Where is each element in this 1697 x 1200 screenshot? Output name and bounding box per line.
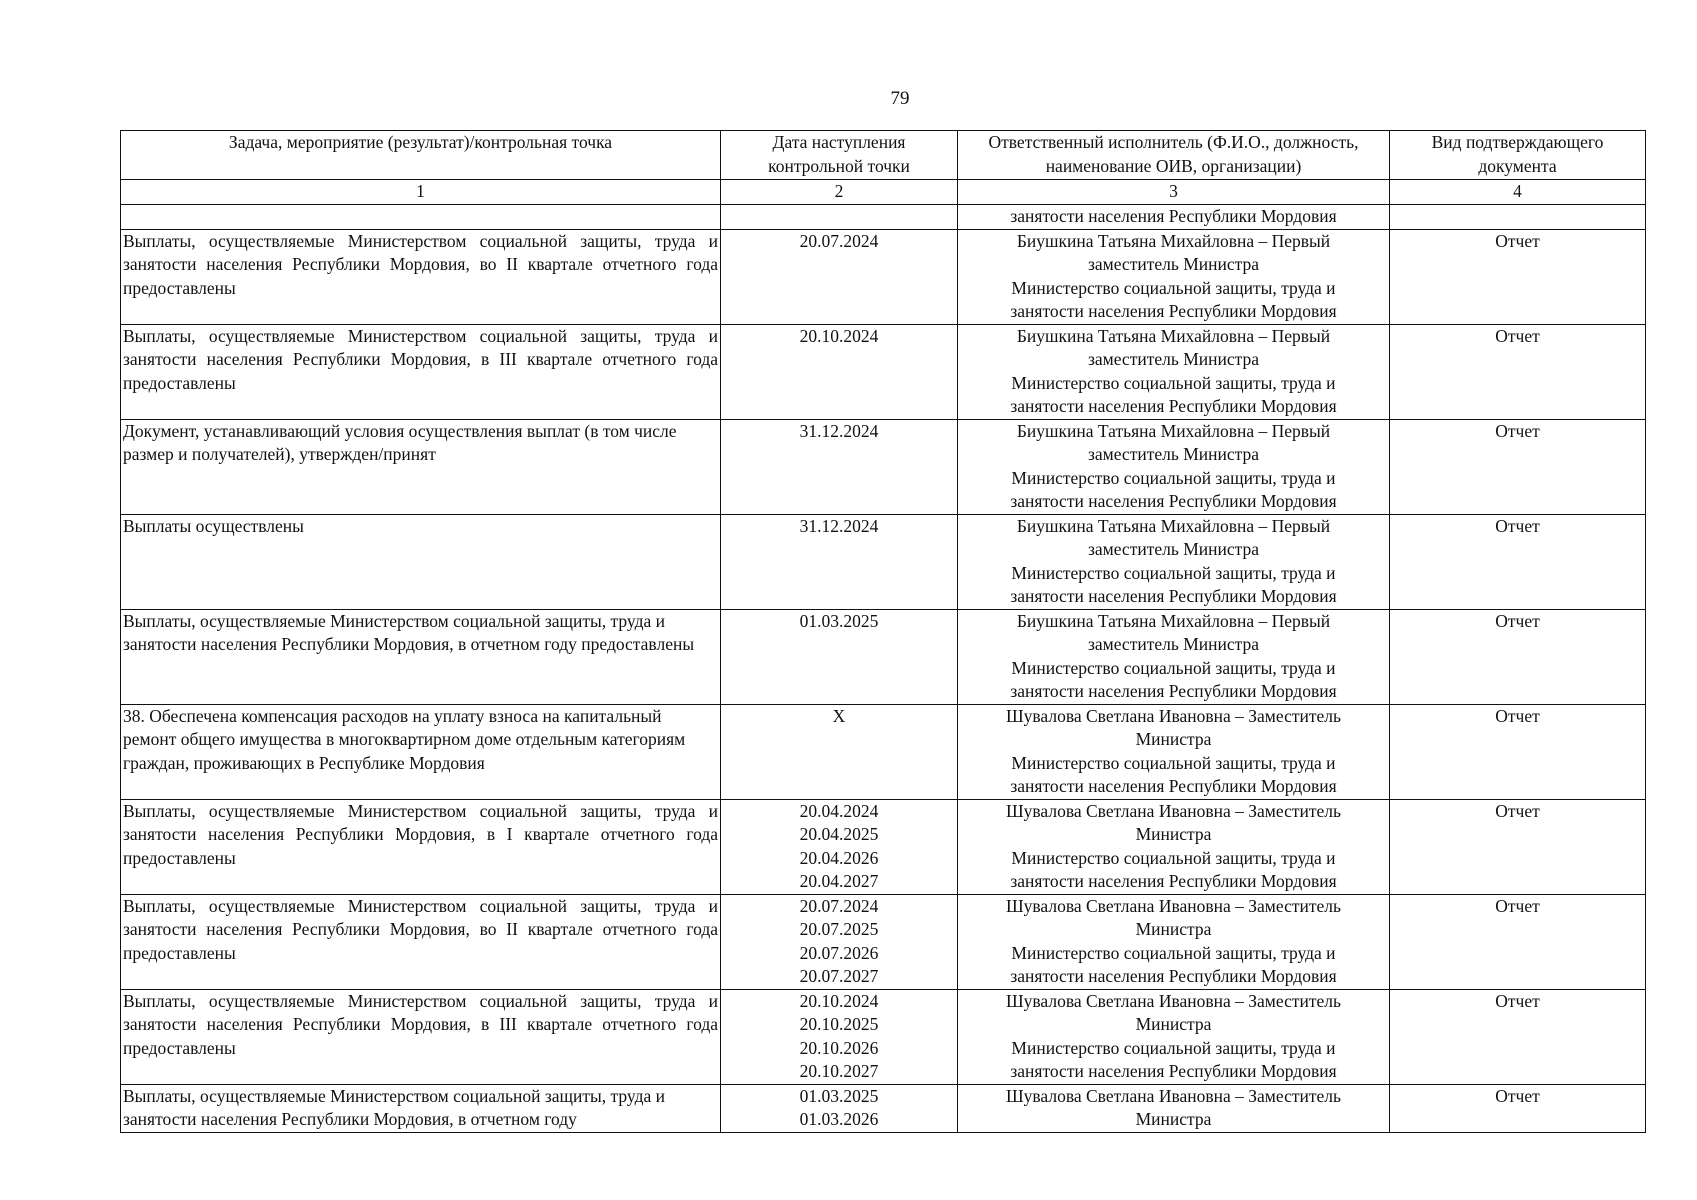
column-number: 3 xyxy=(958,180,1390,205)
column-number: 1 xyxy=(121,180,721,205)
task-cell: Выплаты осуществлены xyxy=(121,514,721,609)
header-row xyxy=(121,131,1646,180)
continuation-executor-cell: занятости населения Республики Мордовия xyxy=(958,204,1390,229)
executor-line: Шувалова Светлана Ивановна – Заместитель xyxy=(1005,895,1341,916)
executor-line: Министерство социальной защиты, труда и xyxy=(1011,847,1336,868)
executor-line: Биушкина Татьяна Михайловна – Первый xyxy=(1016,325,1331,346)
executor-line: Министра xyxy=(1135,1014,1212,1034)
control-date: 20.04.2026 xyxy=(799,847,879,868)
control-date: 20.10.2024 xyxy=(799,990,879,1011)
control-date: 31.12.2024 xyxy=(799,420,879,441)
executor-line: Шувалова Светлана Ивановна – Заместитель xyxy=(1005,1085,1341,1106)
executor-line: занятости населения Республики Мордовия xyxy=(1010,871,1337,891)
executor-line: Шувалова Светлана Ивановна – Заместитель xyxy=(1005,800,1341,821)
control-date: 20.10.2026 xyxy=(799,1037,879,1058)
executor-line: заместитель Министра xyxy=(1087,349,1260,369)
document-type-cell: Отчет xyxy=(1390,799,1646,894)
executor-line: Шувалова Светлана Ивановна – Заместитель xyxy=(1005,705,1341,726)
column-number: 2 xyxy=(721,180,958,205)
executor-line: заместитель Министра xyxy=(1087,634,1260,654)
executor-line: Министра xyxy=(1135,919,1212,939)
document-type-cell: Отчет xyxy=(1390,229,1646,324)
document-type-cell: Отчет xyxy=(1390,419,1646,514)
task-cell: Документ, устанавливающий условия осуществления выплат (в том числе размер и получателей), утвержден/принят xyxy=(121,419,721,514)
date-cell xyxy=(721,799,958,894)
executor-line: Министерство социальной защиты, труда и xyxy=(1011,562,1336,583)
header-date: Дата наступления контрольной точки xyxy=(721,131,958,180)
date-cell xyxy=(721,229,958,324)
table-row xyxy=(121,514,1646,609)
date-cell xyxy=(721,989,958,1084)
header-document: Вид подтверждающего документа xyxy=(1390,131,1646,180)
column-number: 4 xyxy=(1390,180,1646,205)
executor-line: заместитель Министра xyxy=(1087,444,1260,464)
executor-cell xyxy=(958,799,1390,894)
table-row xyxy=(121,229,1646,324)
control-date: 20.04.2024 xyxy=(799,800,879,821)
executor-cell xyxy=(958,609,1390,704)
control-date: 20.07.2027 xyxy=(799,966,879,986)
table-row xyxy=(121,419,1646,514)
executor-line: Министерство социальной защиты, труда и xyxy=(1011,752,1336,773)
date-cell xyxy=(721,894,958,989)
executor-cell xyxy=(958,324,1390,419)
document-type-cell: Отчет xyxy=(1390,704,1646,799)
document-type-cell: Отчет xyxy=(1390,989,1646,1084)
table-row xyxy=(121,324,1646,419)
executor-cell xyxy=(958,704,1390,799)
executor-line: заместитель Министра xyxy=(1087,539,1260,559)
document-type-cell: Отчет xyxy=(1390,609,1646,704)
task-cell: Выплаты, осуществляемые Министерством социальной защиты, труда и занятости населения Республики Мордовия, в отчетном году xyxy=(121,1084,721,1132)
task-cell: Выплаты, осуществляемые Министерством социальной защиты, труда и занятости населения Республики Мордовия, в III квартале отчетного года предоставлены xyxy=(121,989,721,1084)
column-numbers-row xyxy=(121,180,1646,205)
executor-cell xyxy=(958,894,1390,989)
executor-line: Министра xyxy=(1135,729,1212,749)
table-row xyxy=(121,609,1646,704)
date-cell xyxy=(721,704,958,799)
executor-line: Министерство социальной защиты, труда и xyxy=(1011,1037,1336,1058)
executor-line: занятости населения Республики Мордовия xyxy=(1010,396,1337,416)
control-date: 01.03.2025 xyxy=(799,610,879,631)
control-date: X xyxy=(832,705,846,726)
control-date: 20.10.2027 xyxy=(799,1061,879,1081)
control-date: 20.07.2025 xyxy=(799,919,879,939)
executor-line: Шувалова Светлана Ивановна – Заместитель xyxy=(1005,990,1341,1011)
executor-line: занятости населения Республики Мордовия xyxy=(1010,491,1337,511)
executor-line: занятости населения Республики Мордовия xyxy=(1010,1061,1337,1081)
executor-line: Биушкина Татьяна Михайловна – Первый xyxy=(1016,515,1331,536)
executor-line: Министерство социальной защиты, труда и xyxy=(1011,467,1336,488)
executor-line: заместитель Министра xyxy=(1087,254,1260,274)
task-cell: Выплаты, осуществляемые Министерством социальной защиты, труда и занятости населения Республики Мордовия, во II квартале отчетного года предоставлены xyxy=(121,229,721,324)
header-executor: Ответственный исполнитель (Ф.И.О., должность, наименование ОИВ, организации) xyxy=(958,131,1390,180)
continuation-doc-cell xyxy=(1390,204,1646,229)
date-cell xyxy=(721,419,958,514)
document-type-cell: Отчет xyxy=(1390,1084,1646,1132)
date-cell xyxy=(721,324,958,419)
executor-cell xyxy=(958,229,1390,324)
date-cell xyxy=(721,514,958,609)
executor-line: занятости населения Республики Мордовия xyxy=(1010,966,1337,986)
executor-cell xyxy=(958,989,1390,1084)
task-cell: Выплаты, осуществляемые Министерством социальной защиты, труда и занятости населения Республики Мордовия, в III квартале отчетного года предоставлены xyxy=(121,324,721,419)
control-points-table xyxy=(120,130,1646,1133)
executor-line: Министерство социальной защиты, труда и xyxy=(1011,657,1336,678)
document-type-cell: Отчет xyxy=(1390,514,1646,609)
control-date: 20.10.2025 xyxy=(799,1014,879,1034)
control-date: 31.12.2024 xyxy=(799,515,879,536)
task-cell: 38. Обеспечена компенсация расходов на уплату взноса на капитальный ремонт общего имущества в многоквартирном доме отдельным категориям граждан, проживающих в Республике Мордовия xyxy=(121,704,721,799)
table-row xyxy=(121,989,1646,1084)
executor-line: занятости населения Республики Мордовия xyxy=(1010,776,1337,796)
date-cell xyxy=(721,609,958,704)
control-date: 20.07.2024 xyxy=(799,230,879,251)
executor-line: Биушкина Татьяна Михайловна – Первый xyxy=(1016,610,1331,631)
executor-cell xyxy=(958,419,1390,514)
control-date: 20.10.2024 xyxy=(799,325,879,346)
task-cell: Выплаты, осуществляемые Министерством социальной защиты, труда и занятости населения Республики Мордовия, во II квартале отчетного года предоставлены xyxy=(121,894,721,989)
executor-line: занятости населения Республики Мордовия xyxy=(1010,681,1337,701)
table-row xyxy=(121,894,1646,989)
executor-cell xyxy=(958,514,1390,609)
control-date: 01.03.2026 xyxy=(799,1109,879,1129)
document-type-cell: Отчет xyxy=(1390,894,1646,989)
table-row xyxy=(121,704,1646,799)
control-date: 20.04.2027 xyxy=(799,871,879,891)
executor-line: Министра xyxy=(1135,1109,1212,1129)
page-number: 79 xyxy=(890,88,910,109)
header-task: Задача, мероприятие (результат)/контрольная точка xyxy=(121,131,721,180)
document-type-cell: Отчет xyxy=(1390,324,1646,419)
executor-line: Биушкина Татьяна Михайловна – Первый xyxy=(1016,230,1331,251)
task-cell: Выплаты, осуществляемые Министерством социальной защиты, труда и занятости населения Республики Мордовия, в I квартале отчетного года предоставлены xyxy=(121,799,721,894)
control-date: 20.07.2026 xyxy=(799,942,879,963)
continuation-date-cell xyxy=(721,204,958,229)
executor-line: Министерство социальной защиты, труда и xyxy=(1011,277,1336,298)
control-date: 20.04.2025 xyxy=(799,824,879,844)
table-row xyxy=(121,799,1646,894)
executor-line: Биушкина Татьяна Михайловна – Первый xyxy=(1016,420,1331,441)
date-cell xyxy=(721,1084,958,1132)
control-date: 20.07.2024 xyxy=(799,895,879,916)
control-date: 01.03.2025 xyxy=(799,1085,879,1106)
continuation-row xyxy=(121,204,1646,229)
executor-line: Министерство социальной защиты, труда и xyxy=(1011,372,1336,393)
table-row xyxy=(121,1084,1646,1132)
continuation-task-cell xyxy=(121,204,721,229)
task-cell: Выплаты, осуществляемые Министерством социальной защиты, труда и занятости населения Республики Мордовия, в отчетном году предоставлены xyxy=(121,609,721,704)
executor-line: Министерство социальной защиты, труда и xyxy=(1011,942,1336,963)
executor-line: Министра xyxy=(1135,824,1212,844)
executor-line: занятости населения Республики Мордовия xyxy=(1010,586,1337,606)
executor-cell xyxy=(958,1084,1390,1132)
executor-line: занятости населения Республики Мордовия xyxy=(1010,301,1337,321)
